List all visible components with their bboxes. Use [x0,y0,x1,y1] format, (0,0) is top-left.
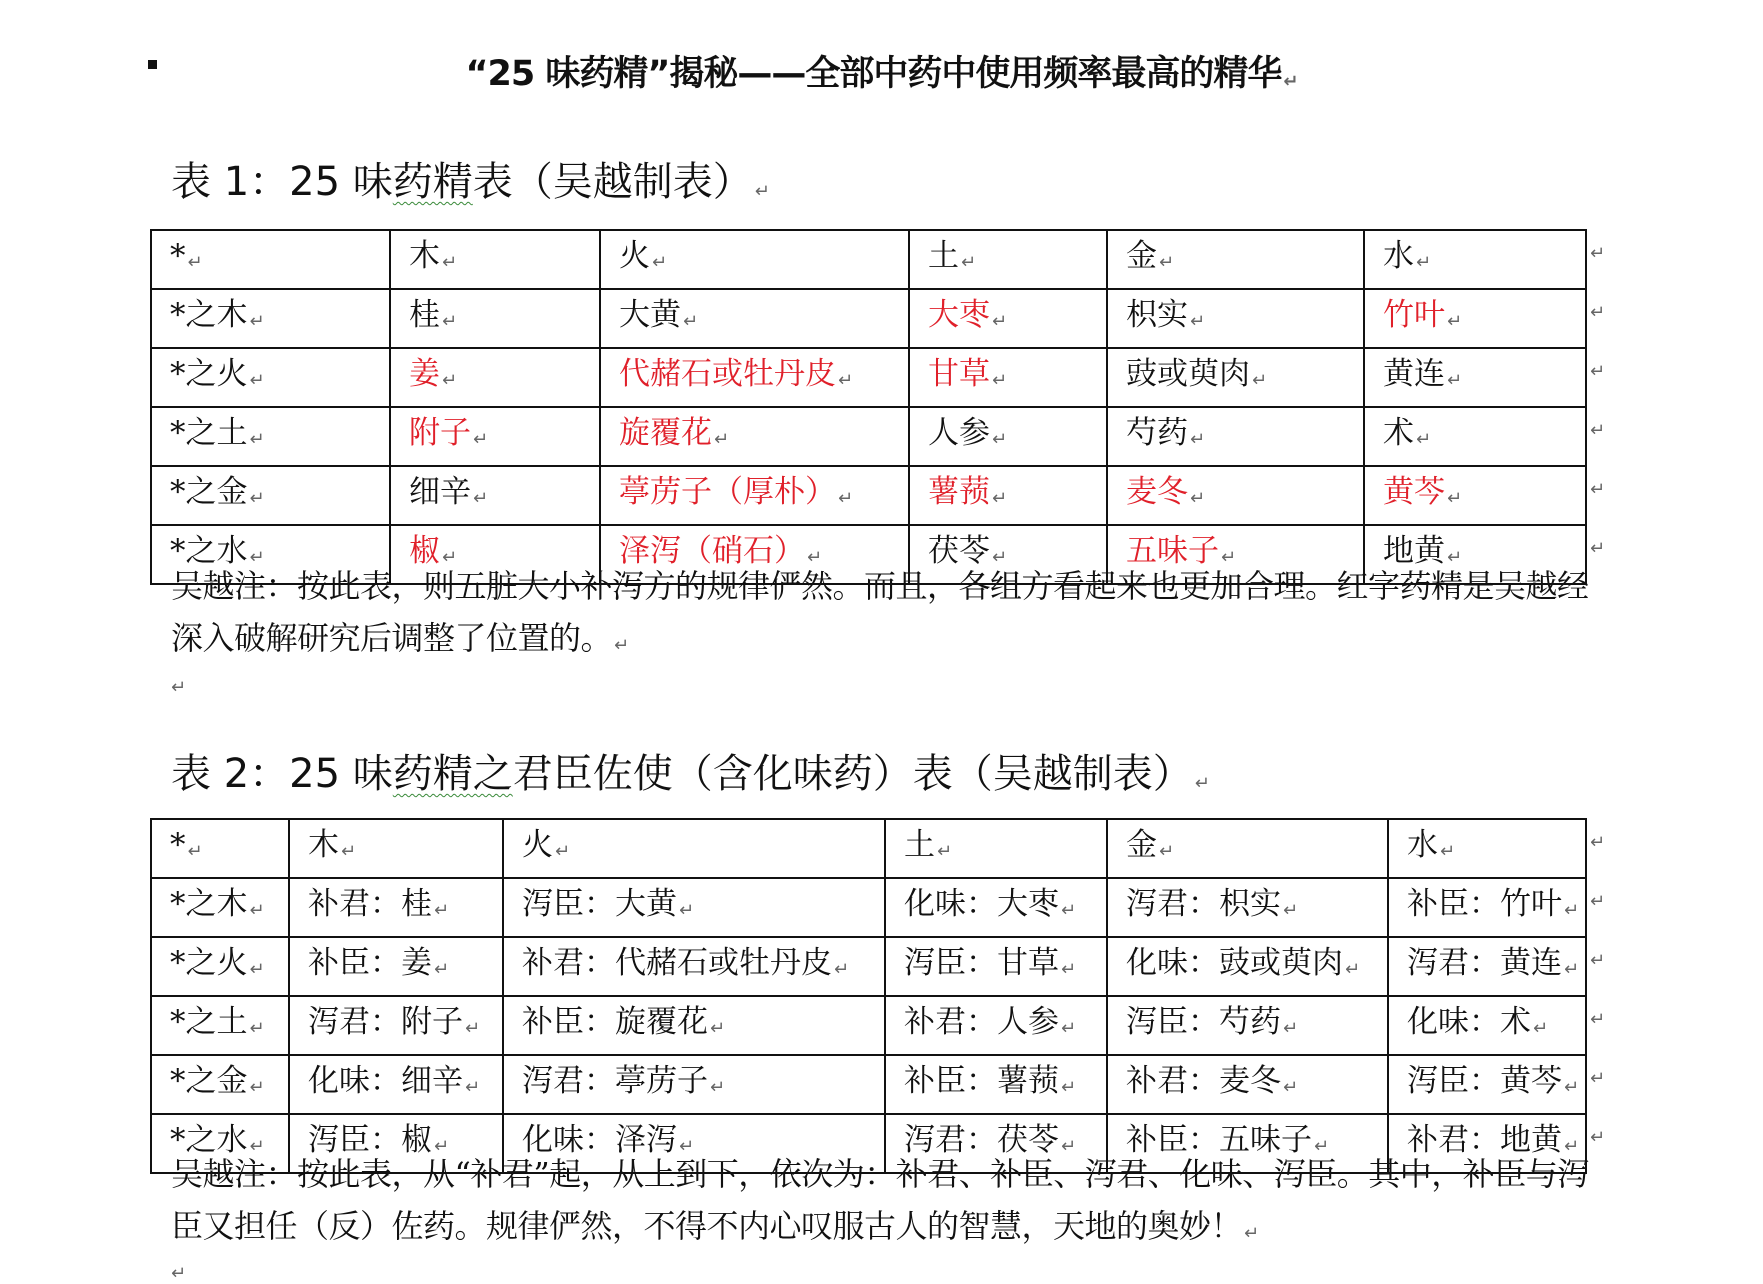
table1-heading [171,150,770,207]
table-cell: 竹叶 ↵ [1364,289,1586,348]
end-of-row-mark: ↵ [1590,1127,1606,1148]
end-of-row-mark: ↵ [1590,950,1606,971]
table1-note: 吴越注：按此表，则五脏大小补泻方的规律俨然。而且，各组方看起来也更加合理。红字药精是吴越经深入破解研究后调整了位置的。 ↵ [171,560,1591,672]
table1-heading-prefix: 表 1：25 味 [171,159,393,205]
table-cell: 补臣：旋覆花 ↵ [503,996,885,1055]
table-cell: *之火 ↵ [151,348,390,407]
table-cell: 椒 ↵ [390,525,600,584]
table-cell: *之金 ↵ [151,1055,289,1114]
table-cell: 黄连 ↵ [1364,348,1586,407]
table2-heading [171,742,1210,799]
table-cell: *之土 ↵ [151,996,289,1055]
table-cell: 泻君：枳实 ↵ [1107,878,1388,937]
table-cell: 化味：细辛 ↵ [289,1055,503,1114]
table-cell: 薯蓣 ↵ [909,466,1107,525]
header-cell: 火 ↵ [503,819,885,878]
table2-heading-spellcheck: 药精之 [392,751,513,797]
header-cell: 金 ↵ [1107,819,1388,878]
end-of-row-mark: ↵ [1590,420,1606,441]
table-cell: 术 ↵ [1364,407,1586,466]
end-of-row-mark: ↵ [1590,891,1606,912]
table2-heading-prefix: 表 2：25 味 [171,751,393,797]
table-cell: *之水 ↵ [151,525,390,584]
table-cell: 五味子 ↵ [1107,525,1364,584]
table1-heading-spellcheck: 药精 [392,159,473,205]
table-cell: 补臣：五味子 ↵ [1107,1114,1388,1173]
table-cell: 代赭石或牡丹皮 ↵ [600,348,909,407]
table-cell: 补臣：姜 ↵ [289,937,503,996]
table-cell: 葶苈子（厚朴） ↵ [600,466,909,525]
table1-heading-suffix: 表（吴越制表） [472,159,753,205]
table-row [151,937,1586,996]
table-cell: 茯苓 ↵ [909,525,1107,584]
table-cell: 化味：泽泻 ↵ [503,1114,885,1173]
header-cell: 木 ↵ [390,230,600,289]
table-cell: 泻君：茯苓 ↵ [885,1114,1107,1173]
table-cell: 泻臣：芍药 ↵ [1107,996,1388,1055]
table-header-row [151,819,1586,878]
table-cell: 黄芩 ↵ [1364,466,1586,525]
table-cell: 补君：代赭石或牡丹皮 ↵ [503,937,885,996]
empty-paragraph [169,676,186,698]
table-cell: 泻臣：椒 ↵ [289,1114,503,1173]
header-cell: 水 ↵ [1388,819,1586,878]
header-cell: 火 ↵ [600,230,909,289]
table-cell: 泻君：葶苈子 ↵ [503,1055,885,1114]
end-of-row-mark: ↵ [1590,1068,1606,1089]
table-cell: 细辛 ↵ [390,466,600,525]
end-of-row-mark: ↵ [1590,479,1606,500]
table-cell: 泽泻（硝石） ↵ [600,525,909,584]
table-cell: *之水 ↵ [151,1114,289,1173]
table-cell: *之木 ↵ [151,878,289,937]
table-cell: 桂 ↵ [390,289,600,348]
header-cell: 水 ↵ [1364,230,1586,289]
table-cell: 枳实 ↵ [1107,289,1364,348]
table-cell: 补君：桂 ↵ [289,878,503,937]
document-title: “25 味药精”揭秘——全部中药中使用频率最高的精华 ↵ [0,46,1763,96]
end-of-row-mark: ↵ [1590,361,1606,382]
table-cell: *之土 ↵ [151,407,390,466]
table1-wuxing-herbs [150,229,1587,585]
table-cell: 旋覆花 ↵ [600,407,909,466]
empty-paragraph [169,1262,186,1284]
table-row [151,996,1586,1055]
table-row [151,289,1586,348]
table-header-row [151,230,1586,289]
table-cell: 甘草 ↵ [909,348,1107,407]
table-cell: 泻君：黄连 ↵ [1388,937,1586,996]
table-cell: 补臣：竹叶 ↵ [1388,878,1586,937]
table2-note: 吴越注：按此表，从“补君”起，从上到下，依次为：补君、补臣、泻君、化味、泻臣。其中，补臣与泻臣又担任（反）佐药。规律俨然，不得不内心叹服古人的智慧，天地的奥妙！ ↵ [171,1148,1591,1260]
table2-heading-suffix: 君臣佐使（含化味药）表（吴越制表） [512,751,1193,797]
table-cell: 豉或萸肉 ↵ [1107,348,1364,407]
end-of-row-mark: ↵ [1590,243,1606,264]
table-cell: 麦冬 ↵ [1107,466,1364,525]
header-cell: 土 ↵ [909,230,1107,289]
table-cell: 补君：麦冬 ↵ [1107,1055,1388,1114]
table-cell: 化味：豉或萸肉 ↵ [1107,937,1388,996]
table-cell: 大枣 ↵ [909,289,1107,348]
table-cell: 补臣：薯蓣 ↵ [885,1055,1107,1114]
table-cell: 泻臣：大黄 ↵ [503,878,885,937]
table2-jun-chen-zuo-shi [150,818,1587,1174]
table-cell: 地黄 ↵ [1364,525,1586,584]
table-cell: *之金 ↵ [151,466,390,525]
end-of-row-mark: ↵ [1590,1009,1606,1030]
table-row [151,348,1586,407]
header-cell: * ↵ [151,819,289,878]
table-row [151,878,1586,937]
table-cell: *之火 ↵ [151,937,289,996]
table-cell: 补君：地黄 ↵ [1388,1114,1586,1173]
table-cell: *之木 ↵ [151,289,390,348]
end-of-row-mark: ↵ [1590,832,1606,853]
table-cell: 人参 ↵ [909,407,1107,466]
table-cell: 补君：人参 ↵ [885,996,1107,1055]
table-cell: 附子 ↵ [390,407,600,466]
table-cell: 化味：大枣 ↵ [885,878,1107,937]
table-cell: 化味：术 ↵ [1388,996,1586,1055]
table-row [151,407,1586,466]
header-cell: * ↵ [151,230,390,289]
table-cell: 大黄 ↵ [600,289,909,348]
header-cell: 土 ↵ [885,819,1107,878]
table-cell: 姜 ↵ [390,348,600,407]
header-cell: 金 ↵ [1107,230,1364,289]
table-cell: 泻君：附子 ↵ [289,996,503,1055]
table-cell: 芍药 ↵ [1107,407,1364,466]
table-cell: 泻臣：甘草 ↵ [885,937,1107,996]
end-of-row-mark: ↵ [1590,302,1606,323]
header-cell: 木 ↵ [289,819,503,878]
end-of-row-mark: ↵ [1590,538,1606,559]
table-row [151,1055,1586,1114]
table-row [151,466,1586,525]
table-cell: 泻臣：黄芩 ↵ [1388,1055,1586,1114]
